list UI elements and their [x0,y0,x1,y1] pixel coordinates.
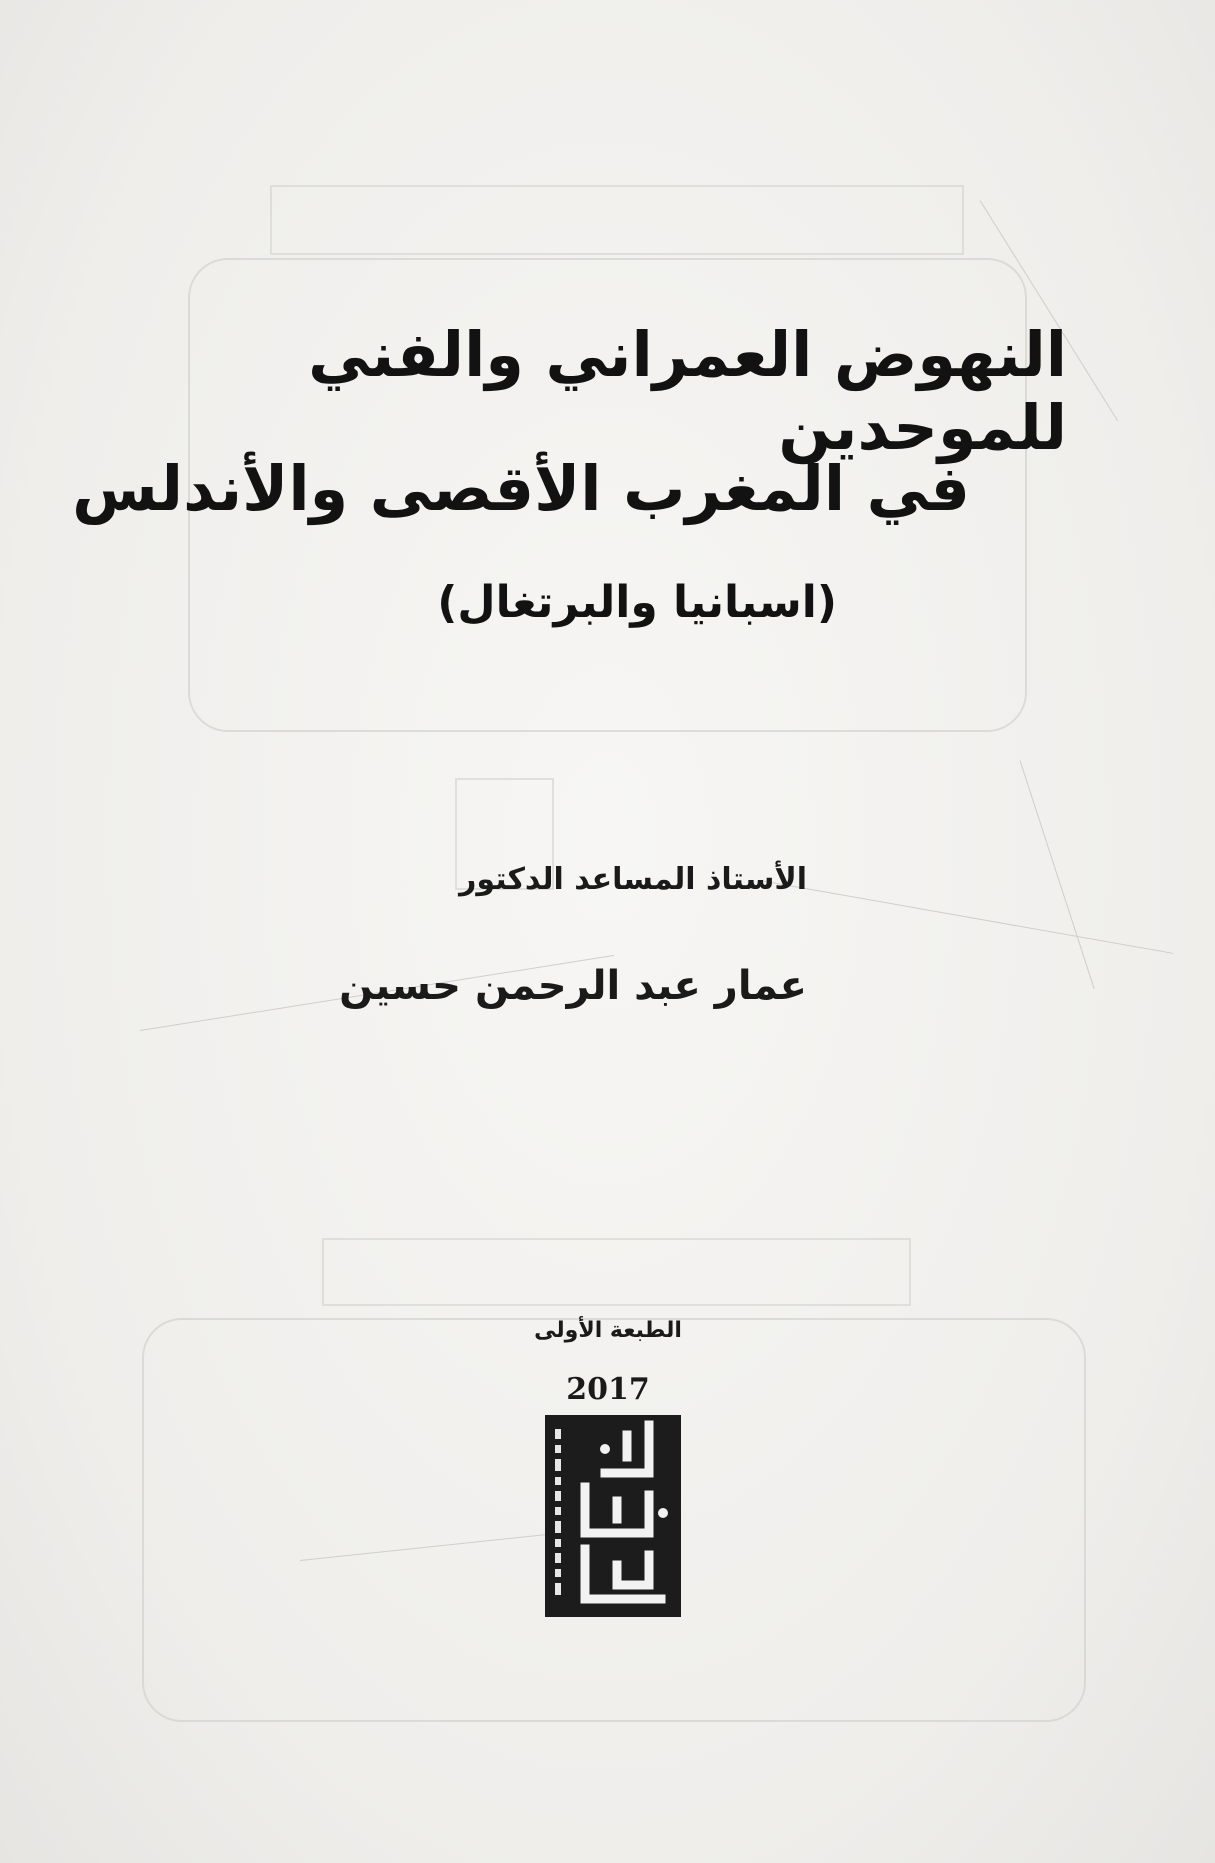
author-name: عمار عبد الرحمن حسين [339,963,807,1009]
book-title-line-2: في المغرب الأقصى والأندلس [72,452,970,525]
edition-label: الطبعة الأولى [534,1318,682,1343]
publisher-logo-icon [545,1415,681,1617]
publication-year: 2017 [566,1372,650,1407]
book-title-line-1: النهوض العمراني والفني للموحدين [308,318,1067,464]
bleed-through-box-isbn [322,1238,911,1306]
book-subtitle: (اسبانيا والبرتغال) [437,577,837,628]
author-role: الأستاذ المساعد الدكتور [459,862,807,897]
bleed-through-box-top [270,185,964,255]
